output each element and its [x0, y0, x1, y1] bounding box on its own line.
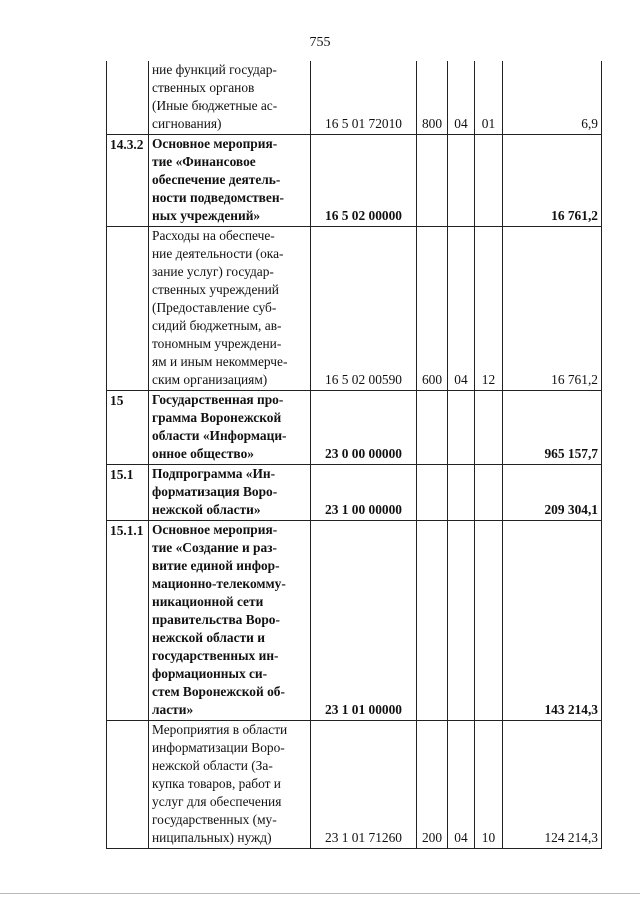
row-name-line: ние деятельности (ока-	[152, 246, 284, 261]
row-number-cell: 14.3.2	[107, 135, 149, 227]
row-name-line: нежской области и	[152, 630, 265, 645]
table-body	[107, 61, 602, 849]
row-pr-cell	[475, 465, 503, 521]
row-code-cell: 16 5 02 00000	[311, 135, 417, 227]
row-pr-cell: 12	[475, 227, 503, 391]
page-bottom-rule	[0, 893, 640, 894]
table-row	[107, 61, 602, 135]
row-rz-cell: 04	[448, 227, 475, 391]
row-name-cell	[149, 465, 311, 521]
row-vr-cell: 800	[417, 61, 448, 135]
row-sum-cell: 6,9	[503, 61, 602, 135]
row-name-line: витие единой инфор-	[152, 558, 280, 573]
row-rz-cell: 04	[448, 721, 475, 849]
row-name-line: ности подведомствен-	[152, 190, 284, 205]
row-vr-cell	[417, 391, 448, 465]
row-name-line: тономным учреждени-	[152, 336, 282, 351]
row-name-cell	[149, 135, 311, 227]
row-name-line: области «Информаци-	[152, 428, 287, 443]
row-name-line: государственных ин-	[152, 648, 279, 663]
table-row	[107, 227, 602, 391]
row-vr-cell	[417, 521, 448, 721]
row-name-line: ласти»	[152, 702, 194, 717]
row-name-line: Подпрограмма «Ин-	[152, 466, 276, 481]
row-sum-cell: 965 157,7	[503, 391, 602, 465]
table-row	[107, 521, 602, 721]
row-number-cell: 15	[107, 391, 149, 465]
row-name-line: ским организациям)	[152, 372, 268, 387]
row-name-line: Государственная про-	[152, 392, 284, 407]
row-name-line: обеспечение деятель-	[152, 172, 281, 187]
row-name-line: информатизации Воро-	[152, 740, 285, 755]
row-name-line: правительства Воро-	[152, 612, 280, 627]
row-rz-cell: 04	[448, 61, 475, 135]
row-name-line: Мероприятия в области	[152, 722, 288, 737]
row-code-cell: 23 1 01 00000	[311, 521, 417, 721]
row-vr-cell: 200	[417, 721, 448, 849]
row-name-line: государственных (му-	[152, 812, 277, 827]
row-rz-cell	[448, 465, 475, 521]
row-vr-cell: 600	[417, 227, 448, 391]
row-name-line: грамма Воронежской	[152, 410, 282, 425]
row-sum-cell: 16 761,2	[503, 135, 602, 227]
row-name-line: Основное мероприя-	[152, 522, 278, 537]
budget-table	[106, 61, 602, 849]
table-row	[107, 465, 602, 521]
row-code-cell: 23 1 00 00000	[311, 465, 417, 521]
row-number-cell	[107, 61, 149, 135]
row-name-line: (Иные бюджетные ас-	[152, 98, 278, 113]
row-name-line: никационной сети	[152, 594, 264, 609]
row-name-line: Расходы на обеспече-	[152, 228, 275, 243]
row-name-line: ных учреждений»	[152, 208, 261, 223]
row-name-line: купка товаров, работ и	[152, 776, 281, 791]
row-number-cell	[107, 721, 149, 849]
row-code-cell: 23 1 01 71260	[311, 721, 417, 849]
row-vr-cell	[417, 465, 448, 521]
row-sum-cell: 143 214,3	[503, 521, 602, 721]
row-code-cell: 23 0 00 00000	[311, 391, 417, 465]
table-row	[107, 391, 602, 465]
row-pr-cell	[475, 521, 503, 721]
row-sum-cell: 124 214,3	[503, 721, 602, 849]
row-number-cell: 15.1.1	[107, 521, 149, 721]
row-name-line: мационно-телекомму-	[152, 576, 286, 591]
row-name-line: тие «Финансовое	[152, 154, 256, 169]
row-rz-cell	[448, 135, 475, 227]
row-name-cell	[149, 391, 311, 465]
row-name-line: форматизация Воро-	[152, 484, 278, 499]
row-name-line: ниципальных) нужд)	[152, 830, 272, 845]
row-rz-cell	[448, 391, 475, 465]
row-number-cell: 15.1	[107, 465, 149, 521]
row-name-line: стем Воронежской об-	[152, 684, 285, 699]
row-name-cell	[149, 721, 311, 849]
row-code-cell: 16 5 01 72010	[311, 61, 417, 135]
row-vr-cell	[417, 135, 448, 227]
page-number: 755	[309, 35, 331, 50]
row-name-line: ние функций государ-	[152, 62, 277, 77]
row-name-line: формационных си-	[152, 666, 268, 681]
row-pr-cell: 01	[475, 61, 503, 135]
row-name-line: Основное мероприя-	[152, 136, 278, 151]
row-name-line: ственных учреждений	[152, 282, 279, 297]
row-sum-cell: 16 761,2	[503, 227, 602, 391]
row-sum-cell: 209 304,1	[503, 465, 602, 521]
row-name-line: услуг для обеспечения	[152, 794, 282, 809]
row-name-line: (Предоставление суб-	[152, 300, 277, 315]
table-row	[107, 721, 602, 849]
row-pr-cell	[475, 135, 503, 227]
row-number-cell	[107, 227, 149, 391]
row-pr-cell: 10	[475, 721, 503, 849]
row-name-line: сидий бюджетным, ав-	[152, 318, 282, 333]
table-row	[107, 135, 602, 227]
row-name-line: ственных органов	[152, 80, 255, 95]
row-code-cell: 16 5 02 00590	[311, 227, 417, 391]
row-name-line: сигнования)	[152, 116, 222, 131]
row-name-cell	[149, 227, 311, 391]
row-name-line: зание услуг) государ-	[152, 264, 274, 279]
row-name-line: нежской области (За-	[152, 758, 273, 773]
row-name-cell	[149, 61, 311, 135]
row-name-line: онное общество»	[152, 446, 254, 461]
row-name-line: нежской области»	[152, 502, 261, 517]
row-name-line: тие «Создание и раз-	[152, 540, 278, 555]
row-name-cell	[149, 521, 311, 721]
row-rz-cell	[448, 521, 475, 721]
row-name-line: ям и иным некоммерче-	[152, 354, 288, 369]
row-pr-cell	[475, 391, 503, 465]
